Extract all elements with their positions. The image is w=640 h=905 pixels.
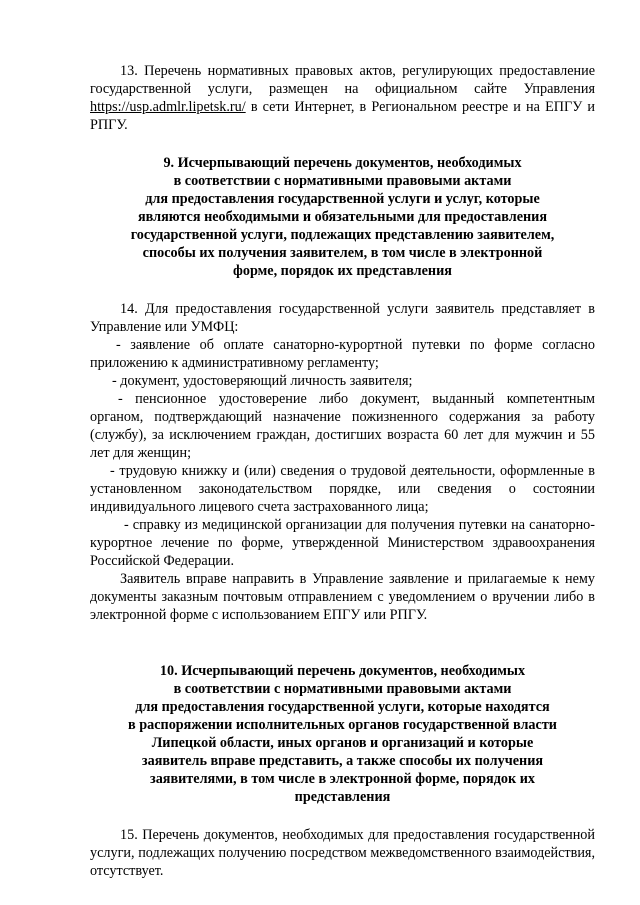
paragraph-13 — [90, 62, 595, 134]
document-page — [90, 62, 595, 880]
heading-line: для предоставления государственной услуги и услуг, которые — [145, 191, 540, 207]
heading-line: в соответствии с нормативными правовыми актами — [173, 173, 512, 189]
section-9-heading — [90, 154, 595, 280]
heading-line: форме, порядок их представления — [233, 263, 452, 279]
list-item: - справку из медицинской организации для получения путевки на санаторно-курортное лечение по форме, утвержденной Министерством здравоохранения Российской Федерации. — [90, 517, 595, 569]
heading-line: в соответствии с нормативными правовыми актами — [173, 681, 512, 697]
heading-line: заявитель вправе представить, а также способы их получения — [141, 753, 544, 769]
list-item: - пенсионное удостоверение либо документ, выданный компетентным органом, подтверждающий назначение пожизненного содержания за работу (службу), за исключением граждан, достигших возраста 60 лет для мужчин и 55 лет для женщин; — [90, 391, 595, 461]
list-item: - документ, удостоверяющий личность заявителя; — [112, 373, 413, 389]
heading-line: являются необходимыми и обязательными для предоставления — [137, 209, 548, 225]
heading-line: в распоряжении исполнительных органов государственной власти — [128, 717, 557, 733]
heading-line: 9. Исчерпывающий перечень документов, необходимых — [163, 155, 522, 171]
paragraph-14-send: Заявитель вправе направить в Управление заявление и прилагаемые к нему документы заказным почтовым отправлением с уведомлением о вручении либо в электронной форме с использованием ЕПГУ или РПГУ. — [90, 571, 595, 623]
website-link[interactable]: https://usp.admlr.lipetsk.ru/ — [90, 99, 246, 115]
paragraph-15: 15. Перечень документов, необходимых для предоставления государственной услуги, подлежащих получению посредством межведомственного взаимодействия, отсутствует. — [90, 827, 595, 879]
paragraph-13-text-end: в сети Интернет, в Региональном реестре и на ЕПГУ и РПГУ. — [90, 99, 595, 133]
heading-line: Липецкой области, иных органов и организаций и которые — [151, 735, 534, 751]
list-item: - трудовую книжку и (или) сведения о трудовой деятельности, оформленные в установленном законодательством порядке, или сведения о состоянии индивидуального лицевого счета застрахованного лица; — [90, 463, 595, 515]
heading-line: способы их получения заявителем, в том числе в электронной — [142, 245, 543, 261]
heading-line: для предоставления государственной услуги, которые находятся — [135, 699, 550, 715]
heading-line: 10. Исчерпывающий перечень документов, необходимых — [159, 663, 526, 679]
heading-line: представления — [294, 789, 391, 805]
heading-line: заявителями, в том числе в электронной форме, порядок их — [150, 771, 535, 787]
section-10-heading — [90, 662, 595, 806]
list-item: - заявление об оплате санаторно-курортной путевки по форме согласно приложению к административному регламенту; — [90, 337, 595, 371]
paragraph-14: 14. Для предоставления государственной услуги заявитель представляет в Управление или УМФЦ: — [90, 301, 595, 335]
heading-line: государственной услуги, подлежащих представлению заявителем, — [130, 227, 555, 243]
paragraph-13-text: 13. Перечень нормативных правовых актов, регулирующих предоставление государственной услуги, размещен на официальном сайте Управления — [90, 63, 595, 97]
